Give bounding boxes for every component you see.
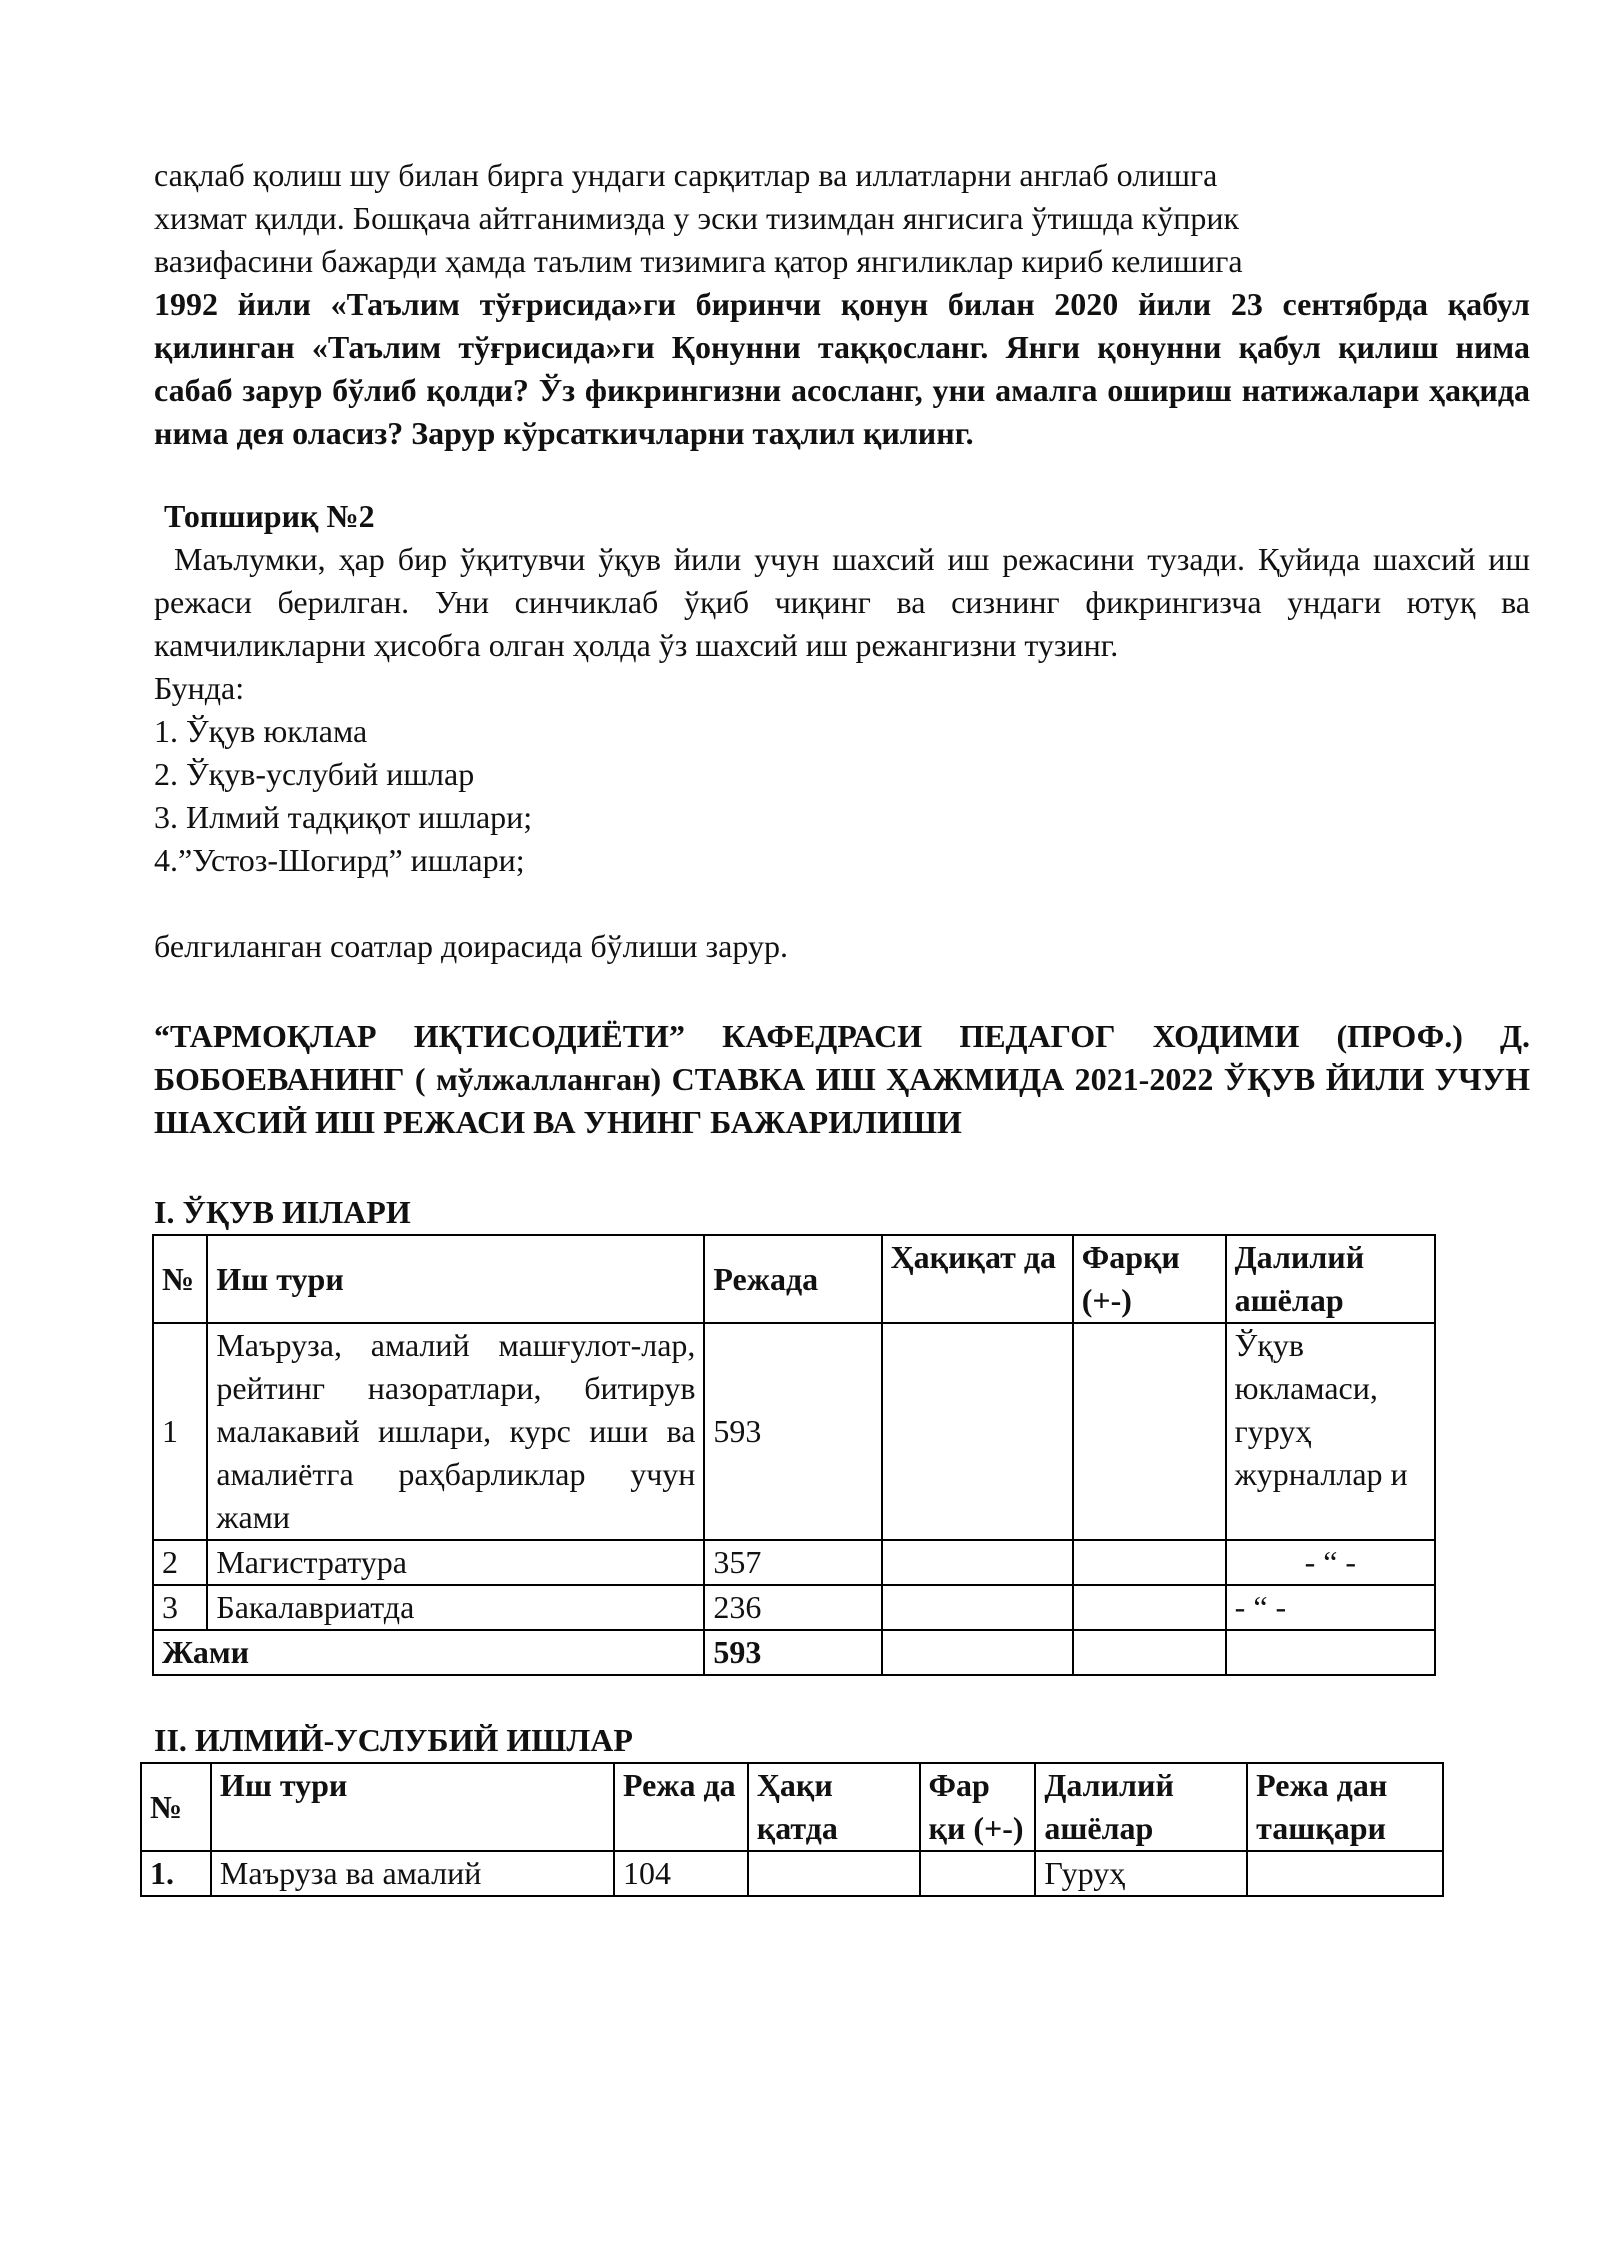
task2-title: Топшириқ №2 <box>164 498 375 534</box>
total-value: 593 <box>704 1630 881 1675</box>
intro-line-1: сақлаб қолиш шу билан бирга ундаги сарқитлар ва иллатларни англаб олишга <box>154 157 1218 193</box>
cell-number: 3 <box>153 1585 207 1630</box>
intro-line-2: хизмат қилди. Бошқача айтганимизда у эски тизимдан янгисига ўтишда кўприк <box>154 200 1240 236</box>
cell-actual <box>748 1851 920 1896</box>
col-header-extra: Режа дан ташқари <box>1247 1763 1443 1851</box>
section1-table <box>152 1234 1436 1676</box>
bold-question: 1992 йили «Таълим тўғрисида»ги биринчи қонун билан 2020 йили 23 сентябрда қабул қилинган «Таълим тўғрисида»ги Қонунни таққосланг. Янги қонунни қабул қилиш нима сабаб зарур бўлиб қолди? Ўз фикрингизни асосланг, уни амалга ошириш натижалари ҳақида нима дея оласиз? Зарур кўрсаткичларни таҳлил қилинг. <box>154 286 1530 451</box>
task2-item-1: 1. Ўқув юклама <box>154 713 368 749</box>
cell-number: 1 <box>153 1323 207 1540</box>
section2-table <box>140 1762 1444 1897</box>
task2-item-2: 2. Ўқув-услубий ишлар <box>154 756 475 792</box>
task2-item-3: 3. Илмий тадқиқот ишлари; <box>154 799 533 835</box>
cell-extra <box>1247 1851 1443 1896</box>
col-header-actual: Ҳақи қатда <box>748 1763 920 1851</box>
table-row <box>153 1585 1435 1630</box>
cell-diff <box>1073 1585 1226 1630</box>
task2-paragraph: Маълумки, ҳар бир ўқитувчи ўқув йили учун шахсий иш режасини тузади. Қуйида шахсий иш режаси берилган. Уни синчиклаб ўқиб чиқинг ва сизнинг фикрингизча ундаги ютуқ ва камчиликларни ҳисобга олган ҳолда ўз шахсий иш режангизни тузинг. <box>154 541 1530 663</box>
total-label: Жами <box>153 1630 704 1675</box>
cell-actual <box>882 1585 1073 1630</box>
col-header-actual: Ҳақиқат да <box>882 1235 1073 1323</box>
col-header-diff: Фарқи (+-) <box>1073 1235 1226 1323</box>
section2-title: II. ИЛМИЙ-УСЛУБИЙ ИШЛАР <box>154 1722 633 1758</box>
table-header-row <box>141 1763 1443 1851</box>
cell-diff <box>1073 1323 1226 1540</box>
col-header-plan: Режада <box>704 1235 881 1323</box>
cell-number: 1. <box>141 1851 211 1896</box>
plan-heading: “ТАРМОҚЛАР ИҚТИСОДИЁТИ” КАФЕДРАСИ ПЕДАГОГ ХОДИМИ (ПРОФ.) Д. БОБОЕВАНИНГ ( мўлжалланган) СТАВКА ИШ ҲАЖМИДА 2021-2022 ЎҚУВ ЙИЛИ УЧУН ШАХСИЙ ИШ РЕЖАСИ ВА УНИНГ БАЖАРИЛИШИ <box>154 1018 1530 1140</box>
col-header-evidence: Далилий ашёлар <box>1035 1763 1247 1851</box>
col-header-type: Иш тури <box>211 1763 614 1851</box>
cell-evidence: - “ - <box>1226 1585 1435 1630</box>
intro-line-3: вазифасини бажарди ҳамда таълим тизимига қатор янгиликлар кириб келишига <box>154 243 1243 279</box>
cell-plan: 593 <box>704 1323 881 1540</box>
task2-item-4: 4.”Устоз-Шогирд” ишлари; <box>154 842 525 878</box>
cell-evidence: - “ - <box>1226 1540 1435 1585</box>
col-header-diff: Фар қи (+-) <box>920 1763 1036 1851</box>
col-header-plan: Режа да <box>614 1763 748 1851</box>
cell-type: Магистратура <box>207 1540 704 1585</box>
cell-plan: 104 <box>614 1851 748 1896</box>
cell-type: Бакалавриатда <box>207 1585 704 1630</box>
task2-closing: белгиланган соатлар доирасида бўлиши зарур. <box>154 928 788 964</box>
cell-evidence: Ўқув юкламаси, гуруҳ журналлар и <box>1226 1323 1435 1540</box>
cell-diff <box>1073 1540 1226 1585</box>
table-row <box>153 1323 1435 1540</box>
table-header-row <box>153 1235 1435 1323</box>
col-header-number: № <box>141 1763 211 1851</box>
cell-actual <box>882 1540 1073 1585</box>
col-header-type: Иш тури <box>207 1235 704 1323</box>
task2-here: Бунда: <box>154 670 245 706</box>
cell-type: Маъруза ва амалий <box>211 1851 614 1896</box>
section1-title: I. ЎҚУВ ИIЛАРИ <box>154 1194 411 1230</box>
col-header-evidence: Далилий ашёлар <box>1226 1235 1435 1323</box>
document-content <box>150 154 1530 1897</box>
cell-evidence: Гуруҳ <box>1035 1851 1247 1896</box>
cell-actual <box>882 1323 1073 1540</box>
table-row <box>141 1851 1443 1896</box>
cell-number: 2 <box>153 1540 207 1585</box>
cell-diff <box>920 1851 1036 1896</box>
cell-plan: 357 <box>704 1540 881 1585</box>
table-row <box>153 1540 1435 1585</box>
cell-type: Маъруза, амалий машғулот-лар, рейтинг назоратлари, битирув малакавий ишлари, курс иши ва амалиётга раҳбарликлар учун жами <box>207 1323 704 1540</box>
table-total-row <box>153 1630 1435 1675</box>
col-header-number: № <box>153 1235 207 1323</box>
cell-plan: 236 <box>704 1585 881 1630</box>
